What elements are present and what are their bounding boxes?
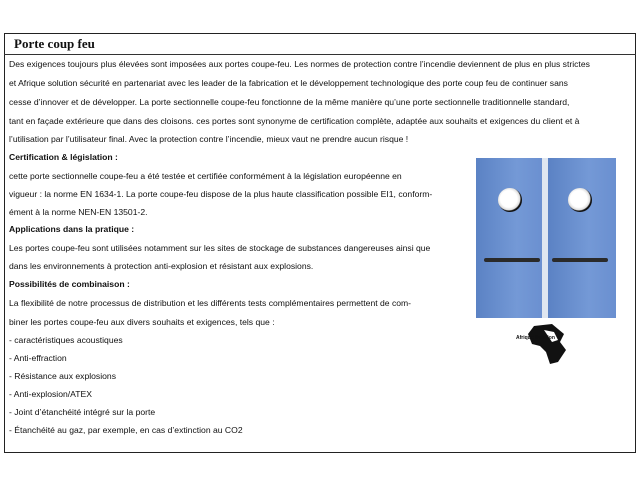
fire-door-image (476, 158, 616, 320)
section-line: ément à la norme NEN-EN 13501-2. (9, 207, 148, 217)
section-line: dans les environnements à protection anti-explosion et résistant aux explosions. (9, 261, 314, 271)
list-item: - Résistance aux explosions (9, 371, 116, 381)
list-item: - Joint d’étanchéité intégré sur la porte (9, 407, 156, 417)
section-heading-combinations: Possibilités de combinaison : (9, 279, 130, 289)
intro-line: et Afrique solution sécurité en partenariat avec les leader de la fabrication et le développement technologique des porte coup feu de continuer sans (9, 78, 568, 88)
door-leaf-left (476, 158, 544, 318)
section-line: biner les portes coupe-feu aux divers souhaits et exigences, tels que : (9, 317, 275, 327)
list-item: - Étanchéité au gaz, par exemple, en cas d’extinction au CO2 (9, 425, 243, 435)
intro-line: Des exigences toujours plus élevées sont imposées aux portes coupe-feu. Les normes de protection contre l’incendie deviennent de plus en plus strictes (9, 59, 590, 69)
intro-line: l’utilisation par l’utilisateur final. Avec la protection contre l’incendie, mieux vaut ne prendre aucun risque ! (9, 134, 409, 144)
page-title: Porte coup feu (14, 36, 95, 51)
section-line: Les portes coupe-feu sont utilisées notamment sur les sites de stockage de substances dangereuses ainsi que (9, 243, 431, 253)
list-item: - Anti-effraction (9, 353, 67, 363)
list-item: - Anti-explosion/ATEX (9, 389, 92, 399)
section-heading-certification: Certification & législation : (9, 152, 118, 162)
porthole-window (498, 188, 522, 212)
list-item: - caractéristiques acoustiques (9, 335, 123, 345)
intro-line: tant en façade extérieure que dans des cloisons. ces portes sont synonyme de certification complète, adaptée aux souhaits et exigences du client et à (9, 116, 580, 126)
intro-line: cesse d’innover et de développer. La porte sectionnelle coupe-feu fonctionne de la même manière qu’une porte sectionnelle traditionnelle standard, (9, 97, 570, 107)
logo-text: Afrique Solution (516, 335, 555, 341)
section-heading-applications: Applications dans la pratique : (9, 224, 135, 234)
section-line: La flexibilité de notre processus de distribution et les différents tests complémentaires permettent de com- (9, 298, 412, 308)
panic-bar (484, 258, 540, 262)
title-divider (4, 54, 636, 55)
section-line: cette porte sectionnelle coupe-feu a été testée et certifiée conformément à la législation européenne en (9, 171, 402, 181)
section-line: vigueur : la norme EN 1634-1. La porte coupe-feu dispose de la plus haute classification possible EI1, conform- (9, 189, 433, 199)
porthole-window (568, 188, 592, 212)
panic-bar (552, 258, 608, 262)
door-leaf-right (548, 158, 616, 318)
africa-logo-icon (514, 320, 578, 366)
